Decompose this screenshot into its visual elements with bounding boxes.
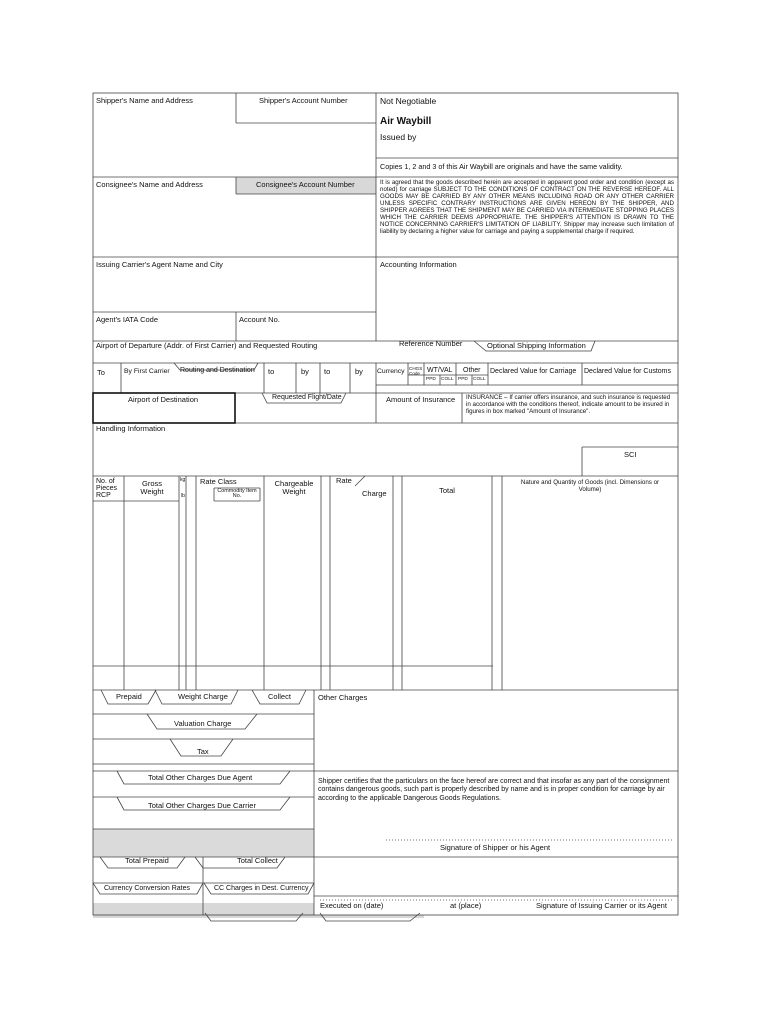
- declared-carriage-label: Declared Value for Carriage: [490, 368, 577, 375]
- at-place-label: at (place): [450, 901, 482, 910]
- currency-conversion-label: Currency Conversion Rates: [104, 885, 190, 892]
- reference-number-label: Reference Number: [399, 339, 463, 348]
- requested-flight-label: Requested Flight/Date: [272, 394, 342, 401]
- shipper-account-label: Shipper's Account Number: [259, 96, 348, 105]
- conditions-of-contract: It is agreed that the goods described herein are accepted in apparent good order and condition (except as noted) for carriage SUBJECT TO THE CONDITIONS OF CONTRACT ON THE REVERSE HEREOF. ALL GOODS MAY BE CARRIED BY ANY OTHER MEANS INCLUDING ROAD OR ANY OTHER CARRIER UNLESS SPECIFIC CONTRARY INSTRUCTIONS ARE GIVEN HEREON BY THE SHIPPER, AND SHIPPER AGREES THAT THE SHIPMENT MAY BE CARRIED VIA INTERMEDIATE STOPPING PLACES WHICH THE CARRIER DEEMS APPROPRIATE. THE SHIPPER'S ATTENTION IS DRAWN TO THE NOTICE CONCERNING CARRIER'S LIMITATION OF LIABILITY. Shipper may increase such limitation of liability by declaring a higher value for carriage and paying a supplemental charge if required.: [380, 179, 674, 235]
- declared-customs-label: Declared Value for Customs: [584, 368, 672, 375]
- total-label: Total: [439, 486, 455, 495]
- by-label-3: by: [355, 367, 363, 376]
- to-label-3: to: [324, 367, 331, 376]
- total-collect-label: Total Collect: [237, 856, 278, 865]
- issued-by-label: Issued by: [380, 132, 417, 142]
- other-charges-label: Other Charges: [318, 693, 368, 702]
- rate-label: Rate: [336, 476, 352, 485]
- account-no-label: Account No.: [239, 315, 280, 324]
- commodity-item-label: Commodity Item No.: [217, 488, 257, 500]
- executed-on-label: Executed on (date): [320, 901, 384, 910]
- consignee-name-label: Consignee's Name and Address: [96, 180, 203, 189]
- chargeable-weight-label: Chargeable Weight: [274, 479, 314, 497]
- airport-destination-label: Airport of Destination: [128, 395, 199, 404]
- weight-charge-label: Weight Charge: [178, 692, 228, 701]
- ppd-label-2: PPD: [458, 377, 468, 382]
- to-label: To: [97, 368, 105, 377]
- form-title: Air Waybill: [380, 116, 432, 127]
- rate-class-label: Rate Class: [200, 477, 237, 486]
- to-label-2: to: [268, 367, 275, 376]
- handling-info-label: Handling Information: [96, 424, 166, 433]
- prepaid-label: Prepaid: [116, 692, 142, 701]
- kg-label: kg: [180, 477, 186, 483]
- valuation-charge-label: Valuation Charge: [174, 719, 232, 728]
- other-label: Other: [463, 367, 481, 374]
- accounting-info-label: Accounting Information: [380, 260, 457, 269]
- other-charges-agent-label: Total Other Charges Due Agent: [148, 773, 253, 782]
- signature-carrier-label: Signature of Issuing Carrier or its Agent: [536, 901, 667, 910]
- amount-insurance-label: Amount of Insurance: [386, 395, 456, 404]
- currency-label: Currency: [377, 368, 405, 375]
- tax-label: Tax: [197, 747, 209, 756]
- other-charges-carrier-label: Total Other Charges Due Carrier: [148, 801, 256, 810]
- lb-label: lb: [181, 493, 185, 499]
- cc-charges-label: CC Charges in Dest. Currency: [214, 885, 309, 892]
- routing-destination-label: Routing and Destination: [180, 367, 255, 374]
- collect-label: Collect: [268, 692, 291, 701]
- total-prepaid-label: Total Prepaid: [125, 856, 169, 865]
- pieces-label: No. of Pieces RCP: [96, 478, 118, 499]
- issuing-agent-label: Issuing Carrier's Agent Name and City: [96, 260, 223, 269]
- ppd-label-1: PPD: [426, 377, 436, 382]
- coll-label-2: COLL: [473, 377, 486, 382]
- not-negotiable-label: Not Negotiable: [380, 96, 437, 106]
- sci-label: SCI: [624, 450, 637, 459]
- chgs-code-label: CHGS Code: [409, 366, 423, 377]
- by-first-carrier-label: By First Carrier: [124, 368, 170, 375]
- nature-goods-label: Nature and Quantity of Goods (incl. Dimensions or Volume): [520, 479, 660, 493]
- agent-iata-code-label: Agent's IATA Code: [96, 315, 159, 324]
- coll-label-1: COLL: [441, 377, 454, 382]
- consignee-account-label: Consignee's Account Number: [256, 180, 355, 189]
- shipper-name-label: Shipper's Name and Address: [96, 96, 193, 105]
- copies-note: Copies 1, 2 and 3 of this Air Waybill are originals and have the same validity.: [380, 162, 623, 171]
- signature-shipper-label: Signature of Shipper or his Agent: [440, 843, 551, 852]
- insurance-note: INSURANCE – If carrier offers insurance, and such insurance is requested in accordance with the conditions thereof, indicate amount to be insured in figures in box marked "Amount of Insurance".: [466, 394, 671, 415]
- charge-label: Charge: [362, 489, 387, 498]
- gross-weight-label: Gross Weight: [140, 479, 164, 497]
- by-label-2: by: [301, 367, 309, 376]
- airport-departure-label: Airport of Departure (Addr. of First Carrier) and Requested Routing: [96, 341, 318, 350]
- optional-shipping-label: Optional Shipping Information: [487, 341, 586, 350]
- wt-val-label: WT/VAL: [427, 367, 453, 374]
- shipper-certification: Shipper certifies that the particulars on the face hereof are correct and that insofar as any part of the consignment contains dangerous goods, such part is properly described by name and is in proper condition for carriage by air according to the applicable Dangerous Goods Regulations.: [318, 778, 670, 802]
